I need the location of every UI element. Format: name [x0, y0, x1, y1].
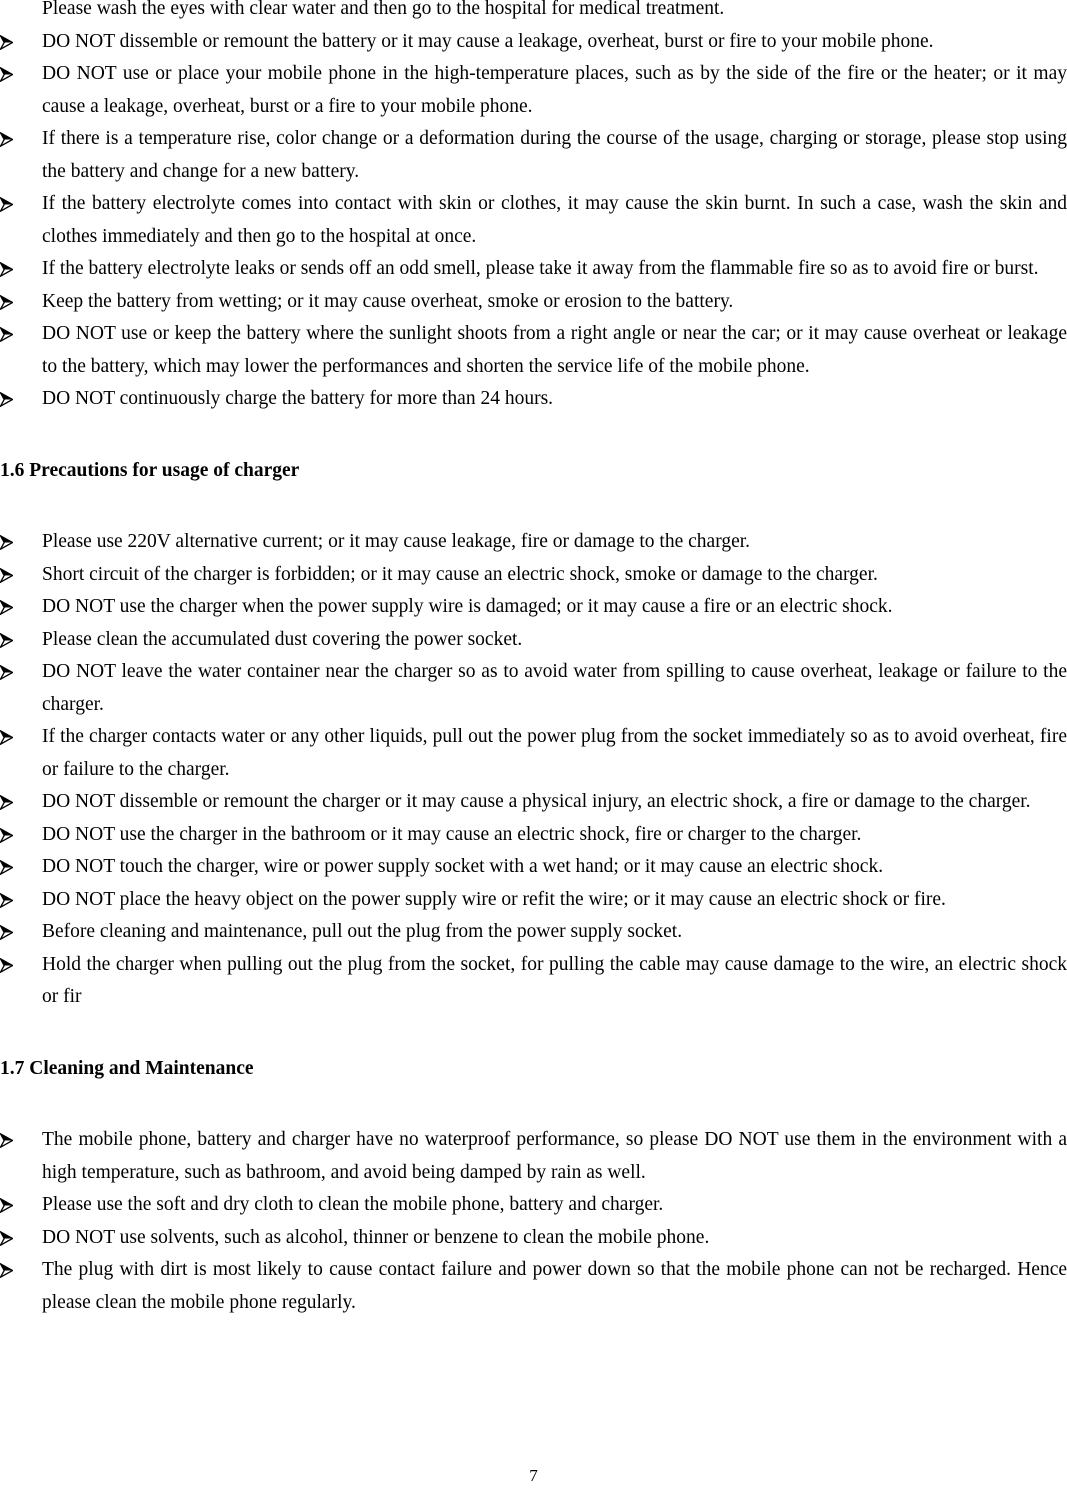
- list-item: [0, 1254, 1067, 1319]
- arrowhead-bullet-icon: [0, 958, 13, 973]
- list-item: [0, 318, 1067, 383]
- list-item-text: The plug with dirt is most likely to cause contact failure and power down so that the mobile phone can not be recharged. Hence please clean the mobile phone regularly.: [42, 1259, 1067, 1313]
- arrowhead-bullet-icon: [0, 828, 13, 843]
- list-item-text: If there is a temperature rise, color change or a deformation during the course of the usage, charging or storage, please stop using the battery and change for a new battery.: [42, 128, 1067, 182]
- arrowhead-bullet-icon: [0, 600, 13, 615]
- arrowhead-bullet-icon: [0, 1263, 13, 1278]
- section-heading-charger: 1.6 Precautions for usage of charger: [0, 459, 300, 481]
- list-item-text: DO NOT dissemble or remount the battery or it may cause a leakage, overheat, burst or fire to your mobile phone.: [42, 30, 934, 52]
- list-item-text: If the battery electrolyte leaks or sends off an odd smell, please take it away from the flammable fire so as to avoid fire or burst.: [42, 258, 1039, 279]
- list-item-text: DO NOT touch the charger, wire or power supply socket with a wet hand; or it may cause an electric shock.: [42, 856, 884, 877]
- list-item-text: Please use the soft and dry cloth to clean the mobile phone, battery and charger.: [42, 1194, 664, 1215]
- list-item-text: The mobile phone, battery and charger have no waterproof performance, so please DO NOT use them in the environment with a high temperature, such as bathroom, and avoid being damped by rain as well.: [42, 1129, 1067, 1183]
- arrowhead-bullet-icon: [0, 633, 13, 648]
- arrowhead-bullet-icon: [0, 35, 13, 50]
- arrowhead-bullet-icon: [0, 197, 13, 212]
- list-item: [0, 786, 1067, 819]
- battery-bullet-list: [0, 26, 1067, 416]
- list-item-text: Keep the battery from wetting; or it may cause overheat, smoke or erosion to the battery.: [42, 290, 734, 312]
- list-item: [0, 949, 1067, 1014]
- list-item: [0, 916, 1067, 949]
- arrowhead-bullet-icon: [0, 795, 13, 810]
- list-item: [0, 656, 1067, 721]
- arrowhead-bullet-icon: [0, 1231, 13, 1246]
- list-item-text: DO NOT use the charger in the bathroom or it may cause an electric shock, fire or charger to the charger.: [42, 823, 862, 845]
- list-item: [0, 1124, 1067, 1189]
- list-item-text: Short circuit of the charger is forbidden; or it may cause an electric shock, smoke or damage to the charger.: [42, 563, 878, 585]
- list-item: [0, 591, 1067, 624]
- page-number: 7: [529, 1466, 538, 1485]
- arrowhead-bullet-icon: [0, 67, 13, 82]
- arrowhead-bullet-icon: [0, 295, 13, 310]
- arrowhead-bullet-icon: [0, 925, 13, 940]
- list-item-text: Please use 220V alternative current; or it may cause leakage, fire or damage to the charger.: [42, 531, 751, 552]
- list-item-text: If the battery electrolyte comes into contact with skin or clothes, it may cause the skin burnt. In such a case, wash the skin and clothes immediately and then go to the hospital at once.: [42, 193, 1067, 247]
- list-item-text: DO NOT use or keep the battery where the sunlight shoots from a right angle or near the car; or it may cause overheat or leakage to the battery, which may lower the performances and shorten the service life of the mobile phone.: [42, 323, 1067, 377]
- list-item-text: DO NOT use solvents, such as alcohol, thinner or benzene to clean the mobile phone.: [42, 1226, 710, 1248]
- list-item: [0, 123, 1067, 188]
- arrowhead-bullet-icon: [0, 568, 13, 583]
- arrowhead-bullet-icon: [0, 132, 13, 147]
- list-item: [0, 884, 1067, 917]
- arrowhead-bullet-icon: [0, 535, 13, 550]
- list-item: [0, 1222, 1067, 1255]
- arrowhead-bullet-icon: [0, 262, 13, 277]
- list-item: [0, 559, 1067, 592]
- list-item-text: DO NOT continuously charge the battery for more than 24 hours.: [42, 388, 554, 409]
- arrowhead-bullet-icon: [0, 730, 13, 745]
- arrowhead-bullet-icon: [0, 327, 13, 342]
- cleaning-bullet-list: [0, 1124, 1067, 1319]
- list-item-text: Before cleaning and maintenance, pull out the plug from the power supply socket.: [42, 921, 683, 942]
- list-item-text: DO NOT dissemble or remount the charger or it may cause a physical injury, an electric shock, a fire or damage to the charger.: [42, 791, 1031, 812]
- list-item: [0, 851, 1067, 884]
- arrowhead-bullet-icon: [0, 860, 13, 875]
- charger-bullet-list: [0, 526, 1067, 1014]
- list-item-text: Please clean the accumulated dust covering the power socket.: [42, 628, 523, 650]
- arrowhead-bullet-icon: [0, 1133, 13, 1148]
- list-item: [0, 819, 1067, 852]
- list-item: [0, 286, 1067, 319]
- list-item: [0, 721, 1067, 786]
- list-item: [0, 526, 1067, 559]
- list-item-text: Hold the charger when pulling out the plug from the socket, for pulling the cable may cause damage to the wire, an electric shock or fir: [42, 953, 1067, 1007]
- list-item: [0, 188, 1067, 253]
- section-heading-cleaning: 1.7 Cleaning and Maintenance: [0, 1057, 254, 1079]
- list-item: [0, 624, 1067, 657]
- list-item: [0, 58, 1067, 123]
- list-item-text: DO NOT leave the water container near the charger so as to avoid water from spilling to cause overheat, leakage or failure to the charger.: [42, 661, 1067, 715]
- list-item: [0, 1189, 1067, 1222]
- list-item: [0, 253, 1067, 286]
- list-item-text: If the charger contacts water or any other liquids, pull out the power plug from the socket immediately so as to avoid overheat, fire or failure to the charger.: [42, 726, 1067, 780]
- arrowhead-bullet-icon: [0, 893, 13, 908]
- intro-continuation: Please wash the eyes with clear water and then go to the hospital for medical treatment.: [42, 0, 725, 19]
- list-item: [0, 26, 1067, 59]
- list-item: [0, 383, 1067, 416]
- list-item-text: DO NOT use or place your mobile phone in the high-temperature places, such as by the side of the fire or the heater; or it may cause a leakage, overheat, burst or a fire to your mobile phone.: [42, 63, 1067, 117]
- list-item-text: DO NOT use the charger when the power supply wire is damaged; or it may cause a fire or an electric shock.: [42, 596, 893, 617]
- arrowhead-bullet-icon: [0, 392, 13, 407]
- arrowhead-bullet-icon: [0, 1198, 13, 1213]
- arrowhead-bullet-icon: [0, 665, 13, 680]
- list-item-text: DO NOT place the heavy object on the power supply wire or refit the wire; or it may cause an electric shock or fire.: [42, 888, 946, 910]
